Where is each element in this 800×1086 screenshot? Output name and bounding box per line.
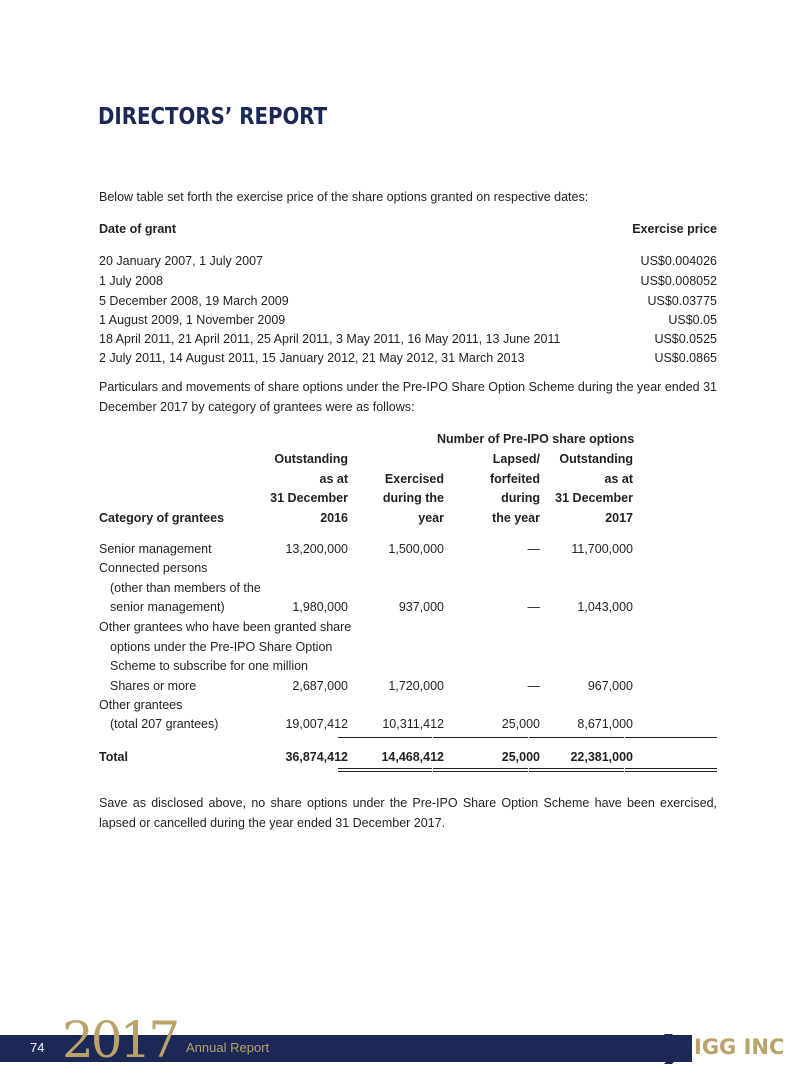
- subtotal-rule: [529, 737, 624, 738]
- category-label: Other grantees who have been granted share: [99, 620, 352, 634]
- total-label: Total: [99, 750, 128, 764]
- price-row: [99, 251, 717, 271]
- company-name: IGG INC: [694, 1035, 785, 1059]
- subtotal-rule: [433, 737, 528, 738]
- value-cell: —: [527, 600, 540, 614]
- table-row: [99, 656, 717, 676]
- value-cell: 1,720,000: [388, 679, 444, 693]
- chevron-right-icon: [664, 1034, 690, 1064]
- year-logo: 2017: [62, 1011, 178, 1069]
- value-cell: 937,000: [398, 600, 444, 614]
- value-cell: 1,500,000: [388, 542, 444, 556]
- category-label: Shares or more: [110, 679, 197, 693]
- price-row: [99, 329, 717, 349]
- header-cell: 31 December: [270, 491, 348, 505]
- annual-report-label: Annual Report: [186, 1040, 270, 1055]
- value-cell: —: [527, 542, 540, 556]
- value-cell: 1,980,000: [292, 600, 348, 614]
- table-row: [99, 578, 717, 598]
- price-row: [99, 291, 717, 311]
- total-rule: [433, 768, 528, 769]
- category-label: Scheme to subscribe for one million: [110, 659, 309, 673]
- value-cell: —: [527, 679, 540, 693]
- intro-text: Below table set forth the exercise price of the share options granted on respective dates:: [99, 190, 589, 204]
- total-cell: 36,874,412: [285, 750, 348, 764]
- header-cell: year: [418, 511, 444, 525]
- date-of-grant-header: Date of grant: [99, 222, 177, 236]
- table-row: [99, 617, 717, 637]
- total-cell: 14,468,412: [381, 750, 444, 764]
- grant-date: 20 January 2007, 1 July 2007: [99, 254, 264, 268]
- total-rule: [625, 771, 717, 772]
- total-rule: [338, 771, 432, 772]
- total-rule: [625, 768, 717, 769]
- total-cell: 22,381,000: [570, 750, 633, 764]
- exercise-price: US$0.0865: [654, 351, 717, 365]
- value-cell: 13,200,000: [285, 542, 348, 556]
- subtotal-rule: [338, 737, 432, 738]
- exercise-price: US$0.03775: [647, 294, 717, 308]
- value-cell: 1,043,000: [577, 600, 633, 614]
- value-cell: 19,007,412: [285, 717, 348, 731]
- particulars-text: Particulars and movements of share options under the Pre-IPO Share Option Scheme during the year ended 31 December 2017 by category of grantees were as follows:: [99, 380, 717, 414]
- grant-date: 1 August 2009, 1 November 2009: [99, 313, 286, 327]
- header-cell: as at: [319, 472, 348, 486]
- header-cell: 2016: [320, 511, 348, 525]
- header-row: [99, 469, 717, 489]
- group-header: Number of Pre-IPO share options: [437, 432, 635, 446]
- category-label: senior management): [110, 600, 225, 614]
- category-label: options under the Pre-IPO Share Option: [110, 640, 333, 654]
- grant-date: 2 July 2011, 14 August 2011, 15 January 2012, 21 May 2012, 31 March 2013: [99, 351, 525, 365]
- total-rule: [529, 771, 624, 772]
- exercise-price: US$0.05: [668, 313, 717, 327]
- exercise-price: US$0.008052: [640, 274, 717, 288]
- closing-text: Save as disclosed above, no share options under the Pre-IPO Share Option Scheme have been exercised, lapsed or cancelled during the year ended 31 December 2017.: [99, 796, 717, 830]
- table-row: [99, 637, 717, 657]
- value-cell: 11,700,000: [571, 542, 633, 556]
- header-row: [99, 488, 717, 508]
- header-cell: during the: [382, 491, 444, 505]
- table-row: [99, 676, 717, 696]
- header-cell: during: [501, 491, 540, 505]
- header-row: [99, 508, 717, 528]
- total-rule: [529, 768, 624, 769]
- total-cell: 25,000: [501, 750, 540, 764]
- header-cell: the year: [492, 511, 540, 525]
- category-header: Category of grantees: [99, 511, 225, 525]
- subtotal-rule: [625, 737, 717, 738]
- header-cell: Lapsed/: [492, 452, 540, 466]
- total-row: [99, 747, 717, 767]
- header-cell: 2017: [605, 511, 633, 525]
- price-table-header: [99, 219, 717, 239]
- category-label: (total 207 grantees): [110, 717, 219, 731]
- category-label: Other grantees: [99, 698, 183, 712]
- grant-date: 18 April 2011, 21 April 2011, 25 April 2011, 3 May 2011, 16 May 2011, 13 June 2011: [99, 332, 561, 346]
- table-row: [99, 539, 717, 559]
- exercise-price: US$0.004026: [640, 254, 717, 268]
- value-cell: 2,687,000: [292, 679, 348, 693]
- exercise-price-header: Exercise price: [632, 222, 717, 236]
- total-rule: [338, 768, 432, 769]
- exercise-price: US$0.0525: [654, 332, 717, 346]
- grant-date: 5 December 2008, 19 March 2009: [99, 294, 289, 308]
- price-row: [99, 310, 717, 330]
- value-cell: 967,000: [587, 679, 633, 693]
- category-label: Connected persons: [99, 561, 208, 575]
- page-number: 74: [30, 1040, 45, 1055]
- table-row: [99, 695, 717, 715]
- table-row: [99, 558, 717, 578]
- header-cell: as at: [604, 472, 633, 486]
- header-cell: Exercised: [384, 472, 444, 486]
- value-cell: 8,671,000: [577, 717, 633, 731]
- header-row: [99, 449, 717, 469]
- price-row: [99, 271, 717, 291]
- header-cell: Outstanding: [274, 452, 348, 466]
- value-cell: 10,311,412: [382, 717, 444, 731]
- grant-date: 1 July 2008: [99, 274, 163, 288]
- price-row: [99, 348, 717, 368]
- header-cell: forfeited: [490, 472, 540, 486]
- category-label: Senior management: [99, 542, 212, 556]
- value-cell: 25,000: [501, 717, 540, 731]
- table-row: [99, 714, 717, 734]
- header-cell: 31 December: [555, 491, 633, 505]
- category-label: (other than members of the: [110, 581, 261, 595]
- company-logo: [692, 1031, 800, 1065]
- header-cell: Outstanding: [559, 452, 633, 466]
- page-title: DIRECTORS’ REPORT: [98, 104, 328, 130]
- table-row: [99, 597, 717, 617]
- total-rule: [433, 771, 528, 772]
